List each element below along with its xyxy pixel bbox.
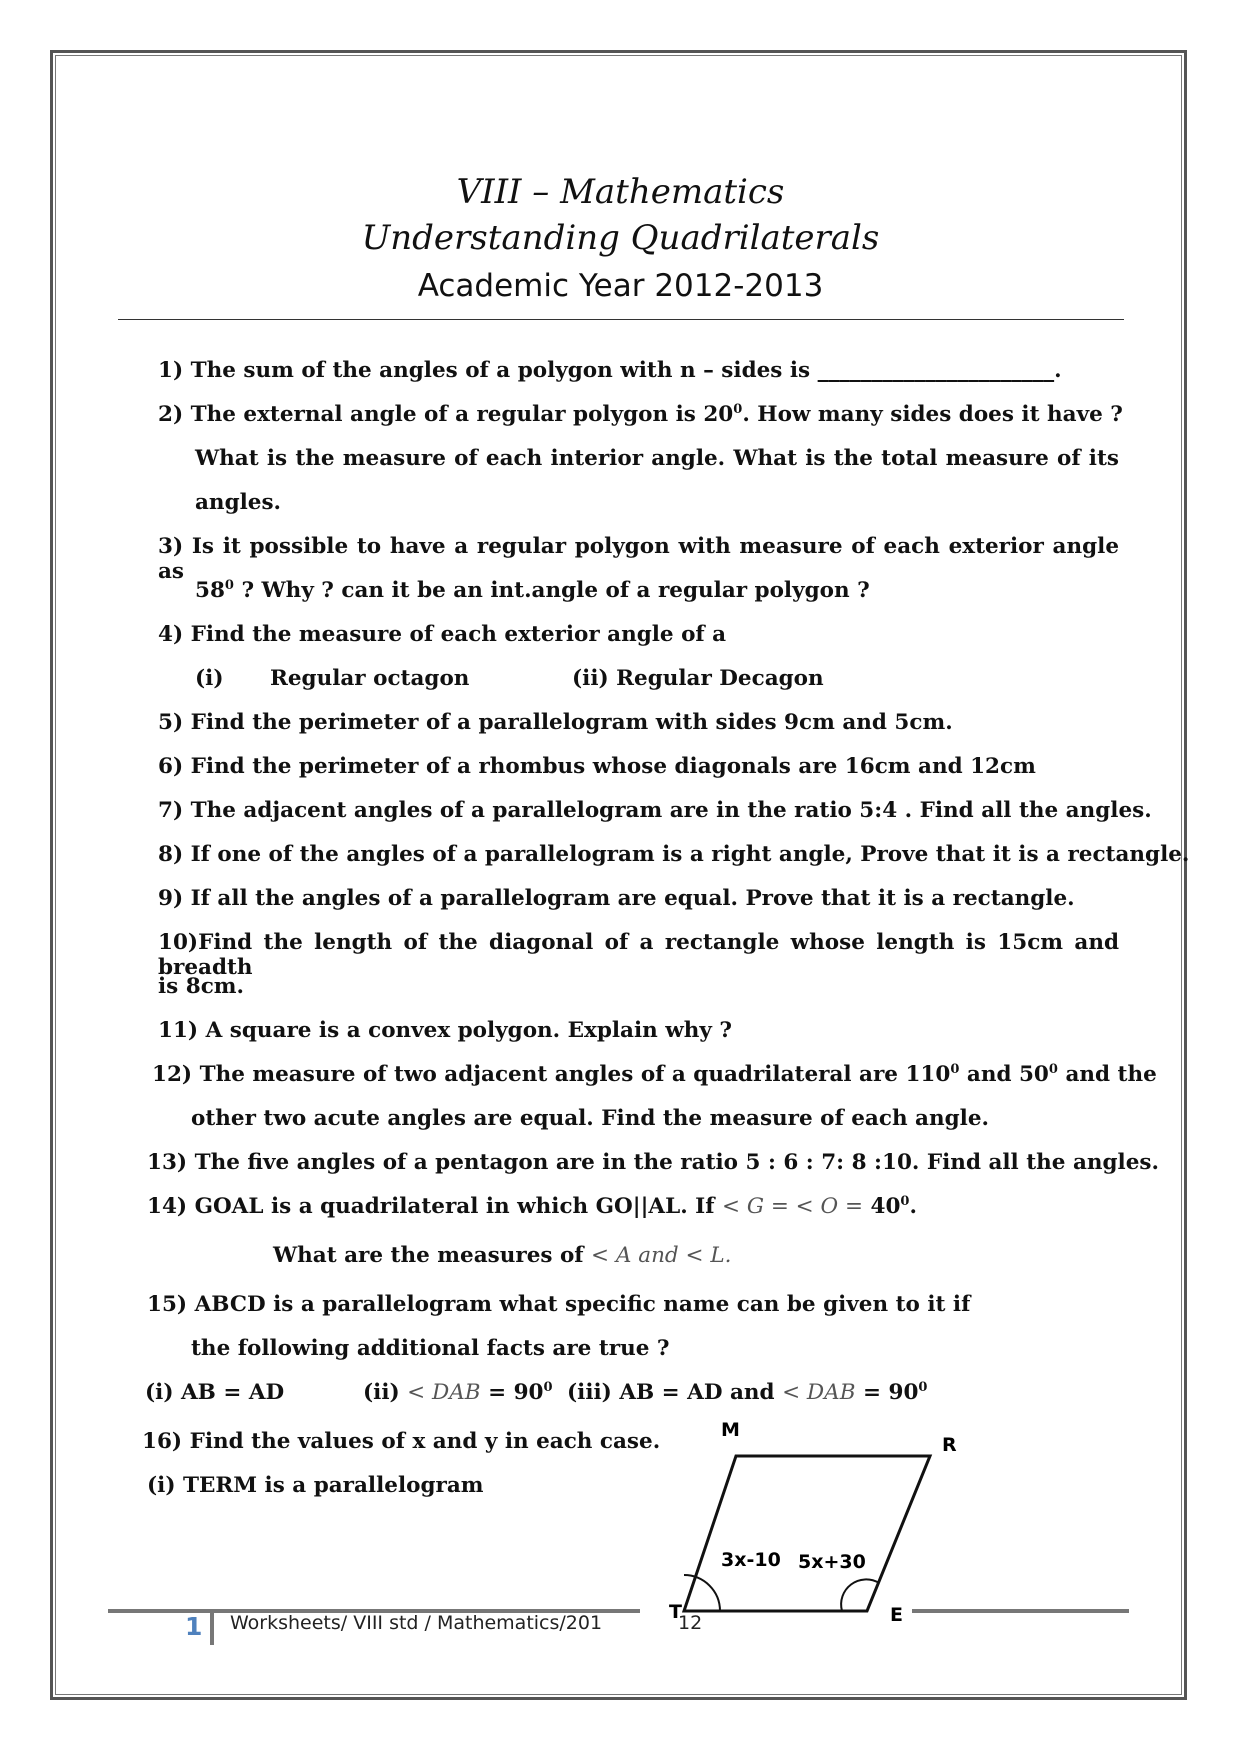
question-10-line1: 10)Find the length of the diagonal of a rectangle whose length is 15cm and breadth	[158, 930, 1119, 980]
question-3-line2: $58^0$ ? Why ? can it be an int.angle of a regular polygon ?	[195, 578, 870, 604]
question-14-line1: 14) GOAL is a quadrilateral in which GO||AL. If < G = < $O = 40^0$.	[147, 1194, 917, 1220]
title-academic-year: Academic Year 2012-2013	[417, 268, 824, 304]
question-15-option-ii: (ii) < DAB = $90^0$	[363, 1380, 553, 1406]
question-4: 4) Find the measure of each exterior angle of a	[158, 622, 727, 647]
angle-dab-expression: < DAB	[407, 1380, 481, 1406]
question-16-i: (i) TERM is a parallelogram	[147, 1473, 484, 1498]
footer-text: Worksheets/ VIII std / Mathematics/201	[230, 1612, 603, 1634]
question-1: 1) The sum of the angles of a polygon with n – sides is ______________________.	[158, 358, 1062, 383]
angle-label-e: 5x+30	[798, 1551, 866, 1573]
page-number: 1	[185, 1612, 203, 1641]
vertex-label-e: E	[890, 1604, 903, 1626]
header-divider	[118, 319, 1124, 320]
question-15-option-iii: (iii) AB = AD and < DAB = $90^0$	[567, 1380, 928, 1406]
question-11: 11) A square is a convex polygon. Explain why ?	[158, 1018, 732, 1043]
parallelogram-shape	[684, 1456, 930, 1611]
title-chapter: Understanding Quadrilaterals	[361, 218, 880, 258]
question-2-line2: What is the measure of each interior angle. What is the total measure of its	[195, 446, 1119, 471]
footer-separator	[210, 1611, 214, 1645]
question-4-i: Regular octagon	[270, 666, 470, 691]
question-7: 7) The adjacent angles of a parallelogram are in the ratio 5:4 . Find all the angles.	[158, 798, 1152, 823]
vertex-label-m: M	[721, 1420, 740, 1441]
question-12-line2: other two acute angles are equal. Find the measure of each angle.	[191, 1106, 989, 1131]
question-15-line2: the following additional facts are true ?	[191, 1336, 670, 1361]
footer-text-tail: 12	[678, 1612, 703, 1634]
parallelogram-term-diagram	[660, 1420, 960, 1630]
question-10-line2: is 8cm.	[158, 974, 245, 999]
footer-rule-right	[912, 1609, 1129, 1613]
question-15-line1: 15) ABCD is a parallelogram what specific name can be given to it if	[147, 1292, 971, 1317]
angle-label-t: 3x-10	[721, 1549, 781, 1571]
question-2-line3: angles.	[195, 490, 282, 515]
question-9: 9) If all the angles of a parallelogram are equal. Prove that it is a rectangle.	[158, 886, 1075, 911]
question-3-line1: 3) Is it possible to have a regular polygon with measure of each exterior angle as	[158, 534, 1119, 584]
question-4-i-number: (i)	[195, 666, 224, 691]
title-subject: VIII – Mathematics	[456, 172, 785, 212]
question-2-line1: 2) The external angle of a regular polygon is $20^0$. How many sides does it have ?	[158, 402, 1123, 428]
angles-a-l-expression: < A and < L.	[591, 1243, 732, 1268]
vertex-label-r: R	[942, 1434, 957, 1456]
vertex-label-t: T	[669, 1601, 682, 1623]
angle-dab-expression-2: < DAB	[782, 1380, 856, 1406]
question-8: 8) If one of the angles of a parallelogram is a right angle, Prove that it is a rectangle.	[158, 842, 1190, 867]
question-6: 6) Find the perimeter of a rhombus whose diagonals are 16cm and 12cm	[158, 754, 1036, 779]
question-14-line2: What are the measures of < A and < L.	[273, 1243, 732, 1268]
question-5: 5) Find the perimeter of a parallelogram with sides 9cm and 5cm.	[158, 710, 953, 735]
question-16: 16) Find the values of x and y in each case.	[142, 1429, 661, 1454]
question-12-line1: 12) The measure of two adjacent angles of a quadrilateral are $110^0$ and $50^0$ and the	[152, 1062, 1157, 1088]
question-13: 13) The five angles of a pentagon are in the ratio 5 : 6 : 7: 8 :10. Find all the angles.	[147, 1150, 1159, 1175]
question-15-option-i: (i) AB = AD	[145, 1380, 285, 1405]
question-4-ii: (ii) Regular Decagon	[572, 666, 824, 691]
angle-expression: < G = < O =	[721, 1194, 863, 1220]
